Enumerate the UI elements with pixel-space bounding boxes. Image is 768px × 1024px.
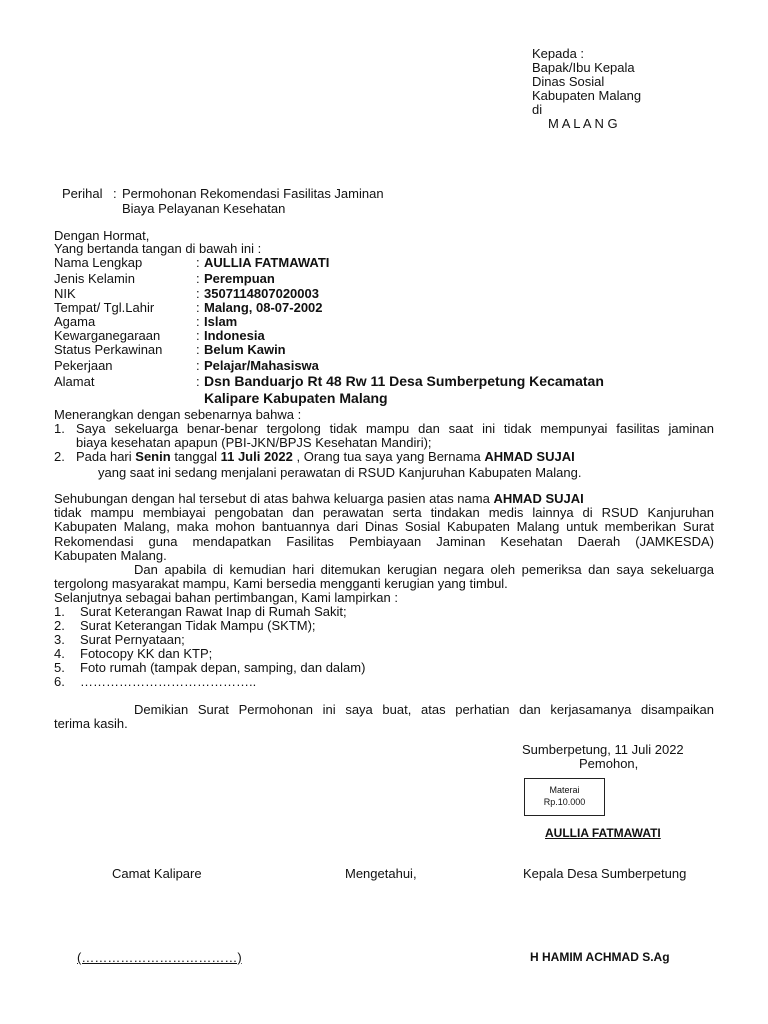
attachment-number: 3. xyxy=(54,632,65,647)
text-name: AHMAD SUJAI xyxy=(493,491,584,506)
witness-left-name: (………………………………) xyxy=(77,950,242,965)
field-colon: : xyxy=(196,286,200,301)
field-label-occupation: Pekerjaan xyxy=(54,358,113,373)
field-label-religion: Agama xyxy=(54,314,96,329)
text-name: AHMAD SUJAI xyxy=(484,449,575,464)
field-value-religion: Islam xyxy=(204,314,238,329)
field-value-marital: Belum Kawin xyxy=(204,342,286,357)
materai-stamp-box xyxy=(524,778,605,816)
field-colon: : xyxy=(196,314,200,329)
body-p1-line-2: tidak mampu membiayai pengobatan dan perawatan serta tindakan medis lainnya di RSUD Kanjuruhan xyxy=(54,505,714,520)
recipient-line-3: Kabupaten Malang xyxy=(532,88,642,103)
attachment-number: 5. xyxy=(54,660,65,675)
body-p1-line-5: Kabupaten Malang. xyxy=(54,548,167,563)
text-mid-2: , Orang tua saya yang Bernama xyxy=(296,449,481,464)
signature-name: AULLIA FATMAWATI xyxy=(545,826,661,840)
stamp-label: Materai xyxy=(549,785,580,795)
body-p1-line-4: Rekomendasi guna mendapatkan Fasilitas Pembiayaan Jaminan Kesehatan Daerah (JAMKESDA) xyxy=(54,534,714,549)
statement-item-2-number: 2. xyxy=(54,449,65,464)
recipient-to: Kepada : xyxy=(532,46,585,61)
field-label-nik: NIK xyxy=(54,286,76,301)
witness-left-title: Camat Kalipare xyxy=(112,866,202,881)
recipient-line-4: di xyxy=(532,102,543,117)
attachment-item: ………………………………….. xyxy=(80,674,257,689)
text-pre: Sehubungan dengan hal tersebut di atas bahwa keluarga pasien atas nama xyxy=(54,491,490,506)
field-label-birth: Tempat/ Tgl.Lahir xyxy=(54,300,155,315)
field-colon: : xyxy=(196,300,200,315)
field-colon: : xyxy=(196,328,200,343)
field-value-citizenship: Indonesia xyxy=(204,328,265,343)
field-colon: : xyxy=(196,358,200,373)
stamp-value: Rp.10.000 xyxy=(543,797,586,807)
statement-item-2-line-2: yang saat ini sedang menjalani perawatan di RSUD Kanjuruhan Kabupaten Malang. xyxy=(98,465,582,480)
field-colon: : xyxy=(196,342,200,357)
subject-colon: : xyxy=(113,186,117,201)
subject-label: Perihal xyxy=(62,186,103,201)
recipient-line-2: Dinas Sosial xyxy=(532,74,605,89)
field-value-name: AULLIA FATMAWATI xyxy=(204,255,330,270)
field-colon: : xyxy=(196,271,200,286)
witness-right-name: H HAMIM ACHMAD S.Ag xyxy=(530,950,670,964)
field-value-address: Dsn Banduarjo Rt 48 Rw 11 Desa Sumberpetung Kecamatan xyxy=(204,373,604,389)
attachment-item: Surat Keterangan Rawat Inap di Rumah Sakit; xyxy=(80,604,347,619)
field-label-marital: Status Perkawinan xyxy=(54,342,163,357)
text-pre: Pada hari xyxy=(76,449,132,464)
intro-text: Yang bertanda tangan di bawah ini : xyxy=(54,241,262,256)
text-day: Senin xyxy=(135,449,171,464)
attachment-item: Foto rumah (tampak depan, samping, dan dalam) xyxy=(80,660,366,675)
attachment-item: Surat Keterangan Tidak Mampu (SKTM); xyxy=(80,618,316,633)
field-value-birth: Malang, 08-07-2002 xyxy=(204,300,323,315)
recipient-line-1: Bapak/Ibu Kepala xyxy=(532,60,635,75)
greeting: Dengan Hormat, xyxy=(54,228,150,243)
attachment-item: Surat Pernyataan; xyxy=(80,632,185,647)
field-value-nik: 3507114807020003 xyxy=(204,286,319,301)
text-date: 11 Juli 2022 xyxy=(220,449,293,464)
field-label-gender: Jenis Kelamin xyxy=(54,271,135,286)
attachment-number: 4. xyxy=(54,646,65,661)
field-label-address: Alamat xyxy=(54,374,95,389)
field-value-gender: Perempuan xyxy=(204,271,275,286)
closing-line-1: Demikian Surat Permohonan ini saya buat, atas perhatian dan kerjasamanya disampaikan xyxy=(134,702,714,717)
signature-place-date: Sumberpetung, 11 Juli 2022 xyxy=(522,742,684,757)
attachment-number: 1. xyxy=(54,604,65,619)
signature-role: Pemohon, xyxy=(579,756,639,771)
subject-line-1: Permohonan Rekomendasi Fasilitas Jaminan xyxy=(122,186,384,201)
statement-item-1-number: 1. xyxy=(54,421,65,436)
body-p2-line-2: tergolong masyarakat mampu, Kami bersedia mengganti kerugian yang timbul. xyxy=(54,576,508,591)
body-p1-line-3: Kabupaten Malang, maka mohon bantuannya dari Dinas Sosial Kabupaten Malang untuk memberikan Surat xyxy=(54,519,714,534)
body-p3: Selanjutnya sebagai bahan pertimbangan, Kami lampirkan : xyxy=(54,590,398,605)
field-label-name: Nama Lengkap xyxy=(54,255,143,270)
field-value-address-line-2: Kalipare Kabupaten Malang xyxy=(204,390,388,406)
recipient-city: M A L A N G xyxy=(548,116,618,131)
statement-heading: Menerangkan dengan sebenarnya bahwa : xyxy=(54,407,302,422)
subject-line-2: Biaya Pelayanan Kesehatan xyxy=(122,201,286,216)
attachment-item: Fotocopy KK dan KTP; xyxy=(80,646,213,661)
statement-item-1-line-1: Saya sekeluarga benar-benar tergolong tidak mampu dan saat ini tidak mempunyai fasilitas jaminan xyxy=(76,421,714,436)
body-p1-line-1 xyxy=(54,491,584,506)
attachment-number: 2. xyxy=(54,618,65,633)
statement-item-1-line-2: biaya kesehatan apapun (PBI-JKN/BPJS Kesehatan Mandiri); xyxy=(76,435,432,450)
statement-item-2-line-1 xyxy=(76,449,575,464)
witness-right-title: Kepala Desa Sumberpetung xyxy=(523,866,687,881)
field-label-citizenship: Kewarganegaraan xyxy=(54,328,161,343)
field-colon: : xyxy=(196,255,200,270)
field-colon: : xyxy=(196,374,200,389)
text-mid: tanggal xyxy=(174,449,217,464)
body-p2-line-1: Dan apabila di kemudian hari ditemukan kerugian negara oleh pemeriksa dan saya sekeluarga xyxy=(134,562,714,577)
witness-center-title: Mengetahui, xyxy=(345,866,417,881)
closing-line-2: terima kasih. xyxy=(54,716,128,731)
attachment-number: 6. xyxy=(54,674,65,689)
field-value-occupation: Pelajar/Mahasiswa xyxy=(204,358,319,373)
